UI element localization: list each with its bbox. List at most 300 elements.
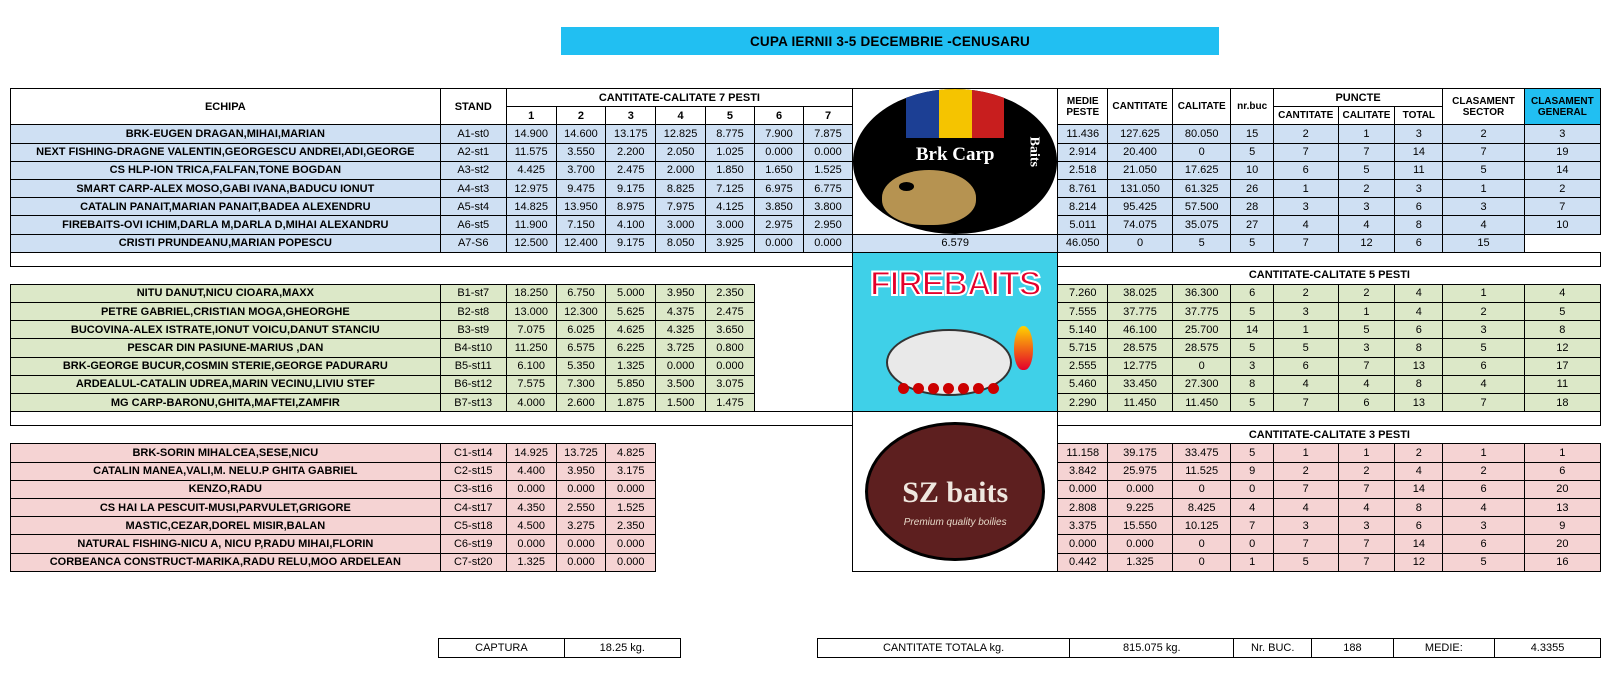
- nr-buc: 26: [1231, 179, 1273, 197]
- puncte-cantitate: 4: [1273, 375, 1338, 393]
- medie-peste: 11.436: [1058, 125, 1108, 143]
- puncte-calitate: 5: [1338, 161, 1395, 179]
- stand: A6-st5: [440, 216, 506, 234]
- fish-weight-1: 0.000: [506, 535, 556, 553]
- clasament-general: 19: [1524, 143, 1600, 161]
- header-group-7-pesti: CANTITATE-CALITATE 7 PESTI: [506, 89, 852, 107]
- puncte-cantitate: 4: [1273, 216, 1338, 234]
- table-row[interactable]: [11, 394, 1601, 412]
- fish-weight-2: 0.000: [556, 480, 606, 498]
- fish-weight-3: 9.175: [606, 234, 656, 252]
- fish-weight-3: 4.100: [606, 216, 656, 234]
- stand: B1-st7: [440, 284, 506, 302]
- header-clasament-general: CLASAMENT GENERAL: [1524, 89, 1600, 125]
- puncte-cantitate: 1: [1273, 179, 1338, 197]
- table-row[interactable]: [11, 498, 1601, 516]
- table-row[interactable]: [11, 480, 1601, 498]
- clasament-general: 3: [1524, 125, 1600, 143]
- clasament-sector: 1: [1443, 284, 1524, 302]
- nr-buc: 6: [1231, 284, 1273, 302]
- clasament-sector: 2: [1443, 125, 1524, 143]
- puncte-calitate: 3: [1338, 517, 1395, 535]
- header-stand: STAND: [440, 89, 506, 125]
- table-row[interactable]: [11, 125, 1601, 143]
- empty-fish-cells: [656, 498, 853, 516]
- team-name: NATURAL FISHING-NICU A, NICU P,RADU MIHAI,FLORIN: [11, 535, 441, 553]
- medie-peste: 7.555: [1058, 303, 1108, 321]
- stand: A7-S6: [440, 234, 506, 252]
- clasament-sector: 6: [1443, 535, 1524, 553]
- empty-fish-cells: [656, 517, 853, 535]
- nr-buc: 5: [1231, 143, 1273, 161]
- clasament-sector: 1: [1443, 179, 1524, 197]
- puncte-calitate: 4: [1338, 498, 1395, 516]
- header-fish-7: 7: [804, 107, 853, 125]
- header-fish-5: 5: [705, 107, 754, 125]
- fish-weight-3: 5.850: [606, 375, 656, 393]
- section-title-row-3: [11, 426, 1601, 444]
- nr-buc: 4: [1231, 498, 1273, 516]
- stand: C6-st19: [440, 535, 506, 553]
- cantitate: 33.450: [1108, 375, 1173, 393]
- results-table: [10, 88, 1601, 572]
- clasament-sector: 6: [1443, 357, 1524, 375]
- nr-buc: 1: [1231, 553, 1273, 571]
- empty-fish-cells: [656, 553, 853, 571]
- stand: A4-st3: [440, 179, 506, 197]
- puncte-cantitate: 6: [1273, 161, 1338, 179]
- nr-buc: 8: [1231, 375, 1273, 393]
- puncte-cantitate: 1: [1273, 444, 1338, 462]
- clasament-sector: 6: [1443, 480, 1524, 498]
- fish-weight-7: 3.800: [804, 198, 853, 216]
- medie-peste: 3.842: [1058, 462, 1108, 480]
- spacer-right-2: [1058, 412, 1601, 426]
- clasament-sector: 6: [1395, 234, 1443, 252]
- fish-weight-3: 1.875: [606, 394, 656, 412]
- header-calitate: CALITATE: [1172, 89, 1231, 125]
- puncte-cantitate: 2: [1273, 462, 1338, 480]
- medie-peste: 6.579: [853, 234, 1058, 252]
- fish-weight-6: 1.650: [755, 161, 804, 179]
- table-row[interactable]: [11, 216, 1601, 234]
- puncte-total: 14: [1395, 143, 1443, 161]
- medie-peste: 3.375: [1058, 517, 1108, 535]
- puncte-cantitate: 5: [1273, 553, 1338, 571]
- fish-weight-1: 1.325: [506, 553, 556, 571]
- nr-buc: 5: [1231, 444, 1273, 462]
- team-name: CATALIN PANAIT,MARIAN PANAIT,BADEA ALEXENDRU: [11, 198, 441, 216]
- spacer-left: [11, 252, 853, 266]
- cantitate: 15.550: [1108, 517, 1173, 535]
- nr-buc: 5: [1172, 234, 1231, 252]
- clasament-general: 11: [1524, 375, 1600, 393]
- fish-weight-1: 14.825: [506, 198, 556, 216]
- summary-row: [439, 639, 1601, 658]
- medie-label: MEDIE:: [1393, 639, 1494, 658]
- fish-weight-3: 0.000: [606, 535, 656, 553]
- sz-logo-text: SZ baits: [902, 475, 1009, 509]
- fish-weight-5: 2.350: [705, 284, 754, 302]
- medie-peste: 8.214: [1058, 198, 1108, 216]
- clasament-sector: 4: [1443, 216, 1524, 234]
- puncte-cantitate: 7: [1273, 394, 1338, 412]
- fish-weight-2: 2.600: [556, 394, 606, 412]
- team-name: PESCAR DIN PASIUNE-MARIUS ,DAN: [11, 339, 441, 357]
- separator-row: [11, 252, 1601, 266]
- empty-fish-cells: [755, 339, 853, 357]
- nr-buc: 28: [1231, 198, 1273, 216]
- fish-weight-2: 7.300: [556, 375, 606, 393]
- fish-weight-4: 3.725: [656, 339, 706, 357]
- fish-weight-1: 7.075: [506, 321, 556, 339]
- puncte-calitate: 6: [1338, 394, 1395, 412]
- medie-peste: 2.808: [1058, 498, 1108, 516]
- firebaits-logo-art: [853, 253, 1057, 412]
- fish-weight-4: 4.375: [656, 303, 706, 321]
- fish-weight-4: 3.950: [656, 284, 706, 302]
- table-row[interactable]: [11, 284, 1601, 302]
- fish-weight-3: 8.975: [606, 198, 656, 216]
- calitate: 0: [1108, 234, 1173, 252]
- fish-weight-7: 6.775: [804, 179, 853, 197]
- sz-baits-logo-art: [853, 412, 1057, 571]
- fish-weight-5: 0.000: [705, 357, 754, 375]
- table-row[interactable]: [11, 553, 1601, 571]
- team-name: CS HAI LA PESCUIT-MUSI,PARVULET,GRIGORE: [11, 498, 441, 516]
- medie-value: 4.3355: [1495, 639, 1601, 658]
- puncte-calitate: 4: [1338, 216, 1395, 234]
- stand: B2-st8: [440, 303, 506, 321]
- summary-table: [438, 638, 1601, 658]
- fish-weight-1: 4.000: [506, 394, 556, 412]
- fish-weight-3: 0.000: [606, 553, 656, 571]
- fish-weight-1: 11.250: [506, 339, 556, 357]
- empty-fish-cells: [755, 303, 853, 321]
- stand: C5-st18: [440, 517, 506, 535]
- puncte-calitate: 7: [1338, 143, 1395, 161]
- puncte-cantitate: 3: [1273, 303, 1338, 321]
- puncte-calitate: 7: [1273, 234, 1338, 252]
- fish-weight-4: 2.050: [656, 143, 706, 161]
- medie-peste: 0.000: [1058, 535, 1108, 553]
- fish-weight-1: 4.500: [506, 517, 556, 535]
- stand: C7-st20: [440, 553, 506, 571]
- puncte-calitate: 2: [1338, 284, 1395, 302]
- section-title-3-pesti: CANTITATE-CALITATE 3 PESTI: [1058, 426, 1601, 444]
- fish-weight-1: 12.500: [506, 234, 556, 252]
- fish-weight-5: 4.125: [705, 198, 754, 216]
- clasament-sector: 7: [1443, 143, 1524, 161]
- fish-weight-3: 2.200: [606, 143, 656, 161]
- calitate: 10.125: [1172, 517, 1231, 535]
- stand: A5-st4: [440, 198, 506, 216]
- team-name: CORBEANCA CONSTRUCT-MARIKA,RADU RELU,MOO ARDELEAN: [11, 553, 441, 571]
- puncte-calitate: 2: [1338, 462, 1395, 480]
- clasament-general: 7: [1524, 198, 1600, 216]
- calitate: 8.425: [1172, 498, 1231, 516]
- table-row[interactable]: [11, 321, 1601, 339]
- fish-weight-1: 0.000: [506, 480, 556, 498]
- brk-carp-baits-logo: [853, 89, 1058, 235]
- medie-peste: 2.555: [1058, 357, 1108, 375]
- medie-peste: 0.442: [1058, 553, 1108, 571]
- fish-weight-2: 5.350: [556, 357, 606, 375]
- table-row[interactable]: [11, 339, 1601, 357]
- puncte-cantitate: 5: [1273, 339, 1338, 357]
- brk-logo-text: Brk Carp: [915, 143, 995, 165]
- table-row[interactable]: [11, 161, 1601, 179]
- calitate: 37.775: [1172, 303, 1231, 321]
- table-row[interactable]: [11, 143, 1601, 161]
- header-cantitate: CANTITATE: [1108, 89, 1173, 125]
- clasament-general: 14: [1524, 161, 1600, 179]
- medie-peste: 5.011: [1058, 216, 1108, 234]
- puncte-calitate: 7: [1338, 357, 1395, 375]
- brk-logo-text-2: Baits: [1025, 136, 1041, 168]
- table-row[interactable]: [11, 444, 1601, 462]
- fish-weight-3: 1.325: [606, 357, 656, 375]
- fish-weight-1: 7.575: [506, 375, 556, 393]
- calitate: 0: [1172, 535, 1231, 553]
- header-fish-4: 4: [656, 107, 706, 125]
- calitate: 0: [1172, 143, 1231, 161]
- fish-weight-2: 14.600: [556, 125, 606, 143]
- header-fish-3: 3: [606, 107, 656, 125]
- cantitate: 95.425: [1108, 198, 1173, 216]
- empty-fish-cells: [755, 357, 853, 375]
- nr-buc: 10: [1231, 161, 1273, 179]
- empty-fish-cells: [755, 375, 853, 393]
- cantitate: 131.050: [1108, 179, 1173, 197]
- clasament-sector: 2: [1443, 303, 1524, 321]
- fish-weight-2: 3.950: [556, 462, 606, 480]
- cantitate: 74.075: [1108, 216, 1173, 234]
- fish-weight-5: 3.925: [705, 234, 754, 252]
- fish-weight-3: 5.000: [606, 284, 656, 302]
- fish-weight-2: 13.725: [556, 444, 606, 462]
- clasament-general: 12: [1524, 339, 1600, 357]
- team-name: BRK-EUGEN DRAGAN,MIHAI,MARIAN: [11, 125, 441, 143]
- fish-weight-5: 7.125: [705, 179, 754, 197]
- fish-weight-2: 7.150: [556, 216, 606, 234]
- fish-weight-1: 14.925: [506, 444, 556, 462]
- team-name: KENZO,RADU: [11, 480, 441, 498]
- firebaits-logo-text: FIREBAITS: [869, 265, 1041, 304]
- fish-weight-6: 7.900: [755, 125, 804, 143]
- fish-weight-2: 6.575: [556, 339, 606, 357]
- medie-peste: 7.260: [1058, 284, 1108, 302]
- medie-peste: 5.460: [1058, 375, 1108, 393]
- fish-weight-2: 12.400: [556, 234, 606, 252]
- section-title-5-pesti: CANTITATE-CALITATE 5 PESTI: [1058, 266, 1601, 284]
- fish-weight-3: 4.625: [606, 321, 656, 339]
- fish-weight-3: 2.475: [606, 161, 656, 179]
- puncte-total: 8: [1395, 339, 1443, 357]
- header-row-1: [11, 89, 1601, 107]
- calitate: 0: [1172, 357, 1231, 375]
- fish-weight-4: 8.825: [656, 179, 706, 197]
- cantitate: 25.975: [1108, 462, 1173, 480]
- calitate: 61.325: [1172, 179, 1231, 197]
- stand: B7-st13: [440, 394, 506, 412]
- clasament-general: 5: [1524, 303, 1600, 321]
- clasament-sector: 4: [1443, 375, 1524, 393]
- fish-weight-1: 18.250: [506, 284, 556, 302]
- clasament-sector: 5: [1443, 161, 1524, 179]
- nr-buc: 0: [1231, 480, 1273, 498]
- fish-weight-2: 3.550: [556, 143, 606, 161]
- page-title-text: CUPA IERNII 3-5 DECEMBRIE -CENUSARU: [749, 33, 1031, 49]
- nr-buc: 7: [1231, 517, 1273, 535]
- fish-weight-2: 6.025: [556, 321, 606, 339]
- fish-weight-7: 7.875: [804, 125, 853, 143]
- puncte-calitate: 7: [1338, 535, 1395, 553]
- cantitate: 38.025: [1108, 284, 1173, 302]
- puncte-calitate: 1: [1338, 444, 1395, 462]
- fish-weight-5: 1.850: [705, 161, 754, 179]
- fish-weight-1: 6.100: [506, 357, 556, 375]
- table-row[interactable]: [11, 375, 1601, 393]
- spacer-title-left: [11, 266, 853, 284]
- table-row[interactable]: [11, 462, 1601, 480]
- puncte-total: 13: [1395, 394, 1443, 412]
- fish-weight-6: 6.975: [755, 179, 804, 197]
- table-row[interactable]: [11, 535, 1601, 553]
- fish-weight-7: 2.950: [804, 216, 853, 234]
- clasament-sector: 3: [1443, 517, 1524, 535]
- puncte-total: 4: [1395, 284, 1443, 302]
- section-title-row-5: [11, 266, 1601, 284]
- fish-weight-4: 4.325: [656, 321, 706, 339]
- puncte-total: 8: [1395, 216, 1443, 234]
- cantitate: 11.450: [1108, 394, 1173, 412]
- clasament-general: 9: [1524, 517, 1600, 535]
- fish-weight-5: 3.000: [705, 216, 754, 234]
- nr-buc: 3: [1231, 357, 1273, 375]
- team-name: CRISTI PRUNDEANU,MARIAN POPESCU: [11, 234, 441, 252]
- puncte-total: 3: [1395, 125, 1443, 143]
- clasament-sector: 7: [1443, 394, 1524, 412]
- team-name: PETRE GABRIEL,CRISTIAN MOGA,GHEORGHE: [11, 303, 441, 321]
- table-row[interactable]: [11, 357, 1601, 375]
- fish-weight-3: 1.525: [606, 498, 656, 516]
- clasament-general: 8: [1524, 321, 1600, 339]
- fish-weight-4: 2.000: [656, 161, 706, 179]
- fish-weight-6: 3.850: [755, 198, 804, 216]
- separator-row-2: [11, 412, 1601, 426]
- puncte-cantitate: 7: [1273, 480, 1338, 498]
- calitate: 35.075: [1172, 216, 1231, 234]
- fish-weight-3: 3.175: [606, 462, 656, 480]
- fish-weight-2: 12.300: [556, 303, 606, 321]
- fish-weight-3: 9.175: [606, 179, 656, 197]
- header-medie-peste: MEDIE PESTE: [1058, 89, 1108, 125]
- medie-peste: 5.140: [1058, 321, 1108, 339]
- fish-weight-3: 0.000: [606, 480, 656, 498]
- team-name: MASTIC,CEZAR,DOREL MISIR,BALAN: [11, 517, 441, 535]
- fish-weight-1: 4.350: [506, 498, 556, 516]
- clasament-general: 17: [1524, 357, 1600, 375]
- puncte-total: 11: [1395, 161, 1443, 179]
- fish-weight-5: 2.475: [705, 303, 754, 321]
- medie-peste: 2.518: [1058, 161, 1108, 179]
- clasament-sector: 1: [1443, 444, 1524, 462]
- cantitate: 37.775: [1108, 303, 1173, 321]
- puncte-calitate: 1: [1338, 125, 1395, 143]
- cantitate: 39.175: [1108, 444, 1173, 462]
- nr-buc: 5: [1231, 394, 1273, 412]
- puncte-cantitate: 7: [1273, 143, 1338, 161]
- fish-weight-3: 5.625: [606, 303, 656, 321]
- table-row[interactable]: [11, 517, 1601, 535]
- fish-weight-1: 14.900: [506, 125, 556, 143]
- empty-fish-cells: [656, 462, 853, 480]
- fish-weight-4: 8.050: [656, 234, 706, 252]
- puncte-calitate: 7: [1338, 480, 1395, 498]
- nr-buc: 15: [1231, 125, 1273, 143]
- puncte-cantitate: 2: [1273, 284, 1338, 302]
- fish-weight-2: 3.275: [556, 517, 606, 535]
- table-row[interactable]: [11, 198, 1601, 216]
- fish-weight-6: 0.000: [755, 143, 804, 161]
- sz-logo-subtext: Premium quality boilies: [903, 516, 1007, 528]
- puncte-calitate: 4: [1338, 375, 1395, 393]
- team-name: MG CARP-BARONU,GHITA,MAFTEI,ZAMFIR: [11, 394, 441, 412]
- calitate: 27.300: [1172, 375, 1231, 393]
- puncte-total: 12: [1395, 553, 1443, 571]
- medie-peste: 5.715: [1058, 339, 1108, 357]
- header-fish-2: 2: [556, 107, 606, 125]
- cantitate: 20.400: [1108, 143, 1173, 161]
- fish-weight-7: 1.525: [804, 161, 853, 179]
- captura-label: CAPTURA: [439, 639, 565, 658]
- table-row[interactable]: [11, 303, 1601, 321]
- table-row[interactable]: [11, 179, 1601, 197]
- team-name: CS HLP-ION TRICA,FALFAN,TONE BOGDAN: [11, 161, 441, 179]
- cantitate: 46.050: [1058, 234, 1108, 252]
- fish-weight-4: 3.000: [656, 216, 706, 234]
- calitate: 0: [1172, 480, 1231, 498]
- calitate: 28.575: [1172, 339, 1231, 357]
- puncte-cantitate: 1: [1273, 321, 1338, 339]
- puncte-total: 8: [1395, 375, 1443, 393]
- team-name: SMART CARP-ALEX MOSO,GABI IVANA,BADUCU IONUT: [11, 179, 441, 197]
- clasament-general: 16: [1524, 553, 1600, 571]
- fish-weight-1: 13.000: [506, 303, 556, 321]
- puncte-total: 6: [1395, 517, 1443, 535]
- nr-buc: 0: [1231, 535, 1273, 553]
- puncte-total: 6: [1395, 198, 1443, 216]
- stand: A1-st0: [440, 125, 506, 143]
- page-title: [561, 27, 1219, 55]
- stand: C3-st16: [440, 480, 506, 498]
- clasament-general: 13: [1524, 498, 1600, 516]
- nr-buc: 5: [1231, 339, 1273, 357]
- fish-weight-4: 0.000: [656, 357, 706, 375]
- table-row[interactable]: [11, 234, 1601, 252]
- fish-weight-2: 6.750: [556, 284, 606, 302]
- fish-weight-5: 1.025: [705, 143, 754, 161]
- clasament-general: 2: [1524, 179, 1600, 197]
- medie-peste: 0.000: [1058, 480, 1108, 498]
- spacer-title-left-3: [11, 426, 853, 444]
- medie-peste: 8.761: [1058, 179, 1108, 197]
- header-puncte: PUNCTE: [1273, 89, 1442, 107]
- calitate: 25.700: [1172, 321, 1231, 339]
- cantitate: 28.575: [1108, 339, 1173, 357]
- fish-weight-4: 12.825: [656, 125, 706, 143]
